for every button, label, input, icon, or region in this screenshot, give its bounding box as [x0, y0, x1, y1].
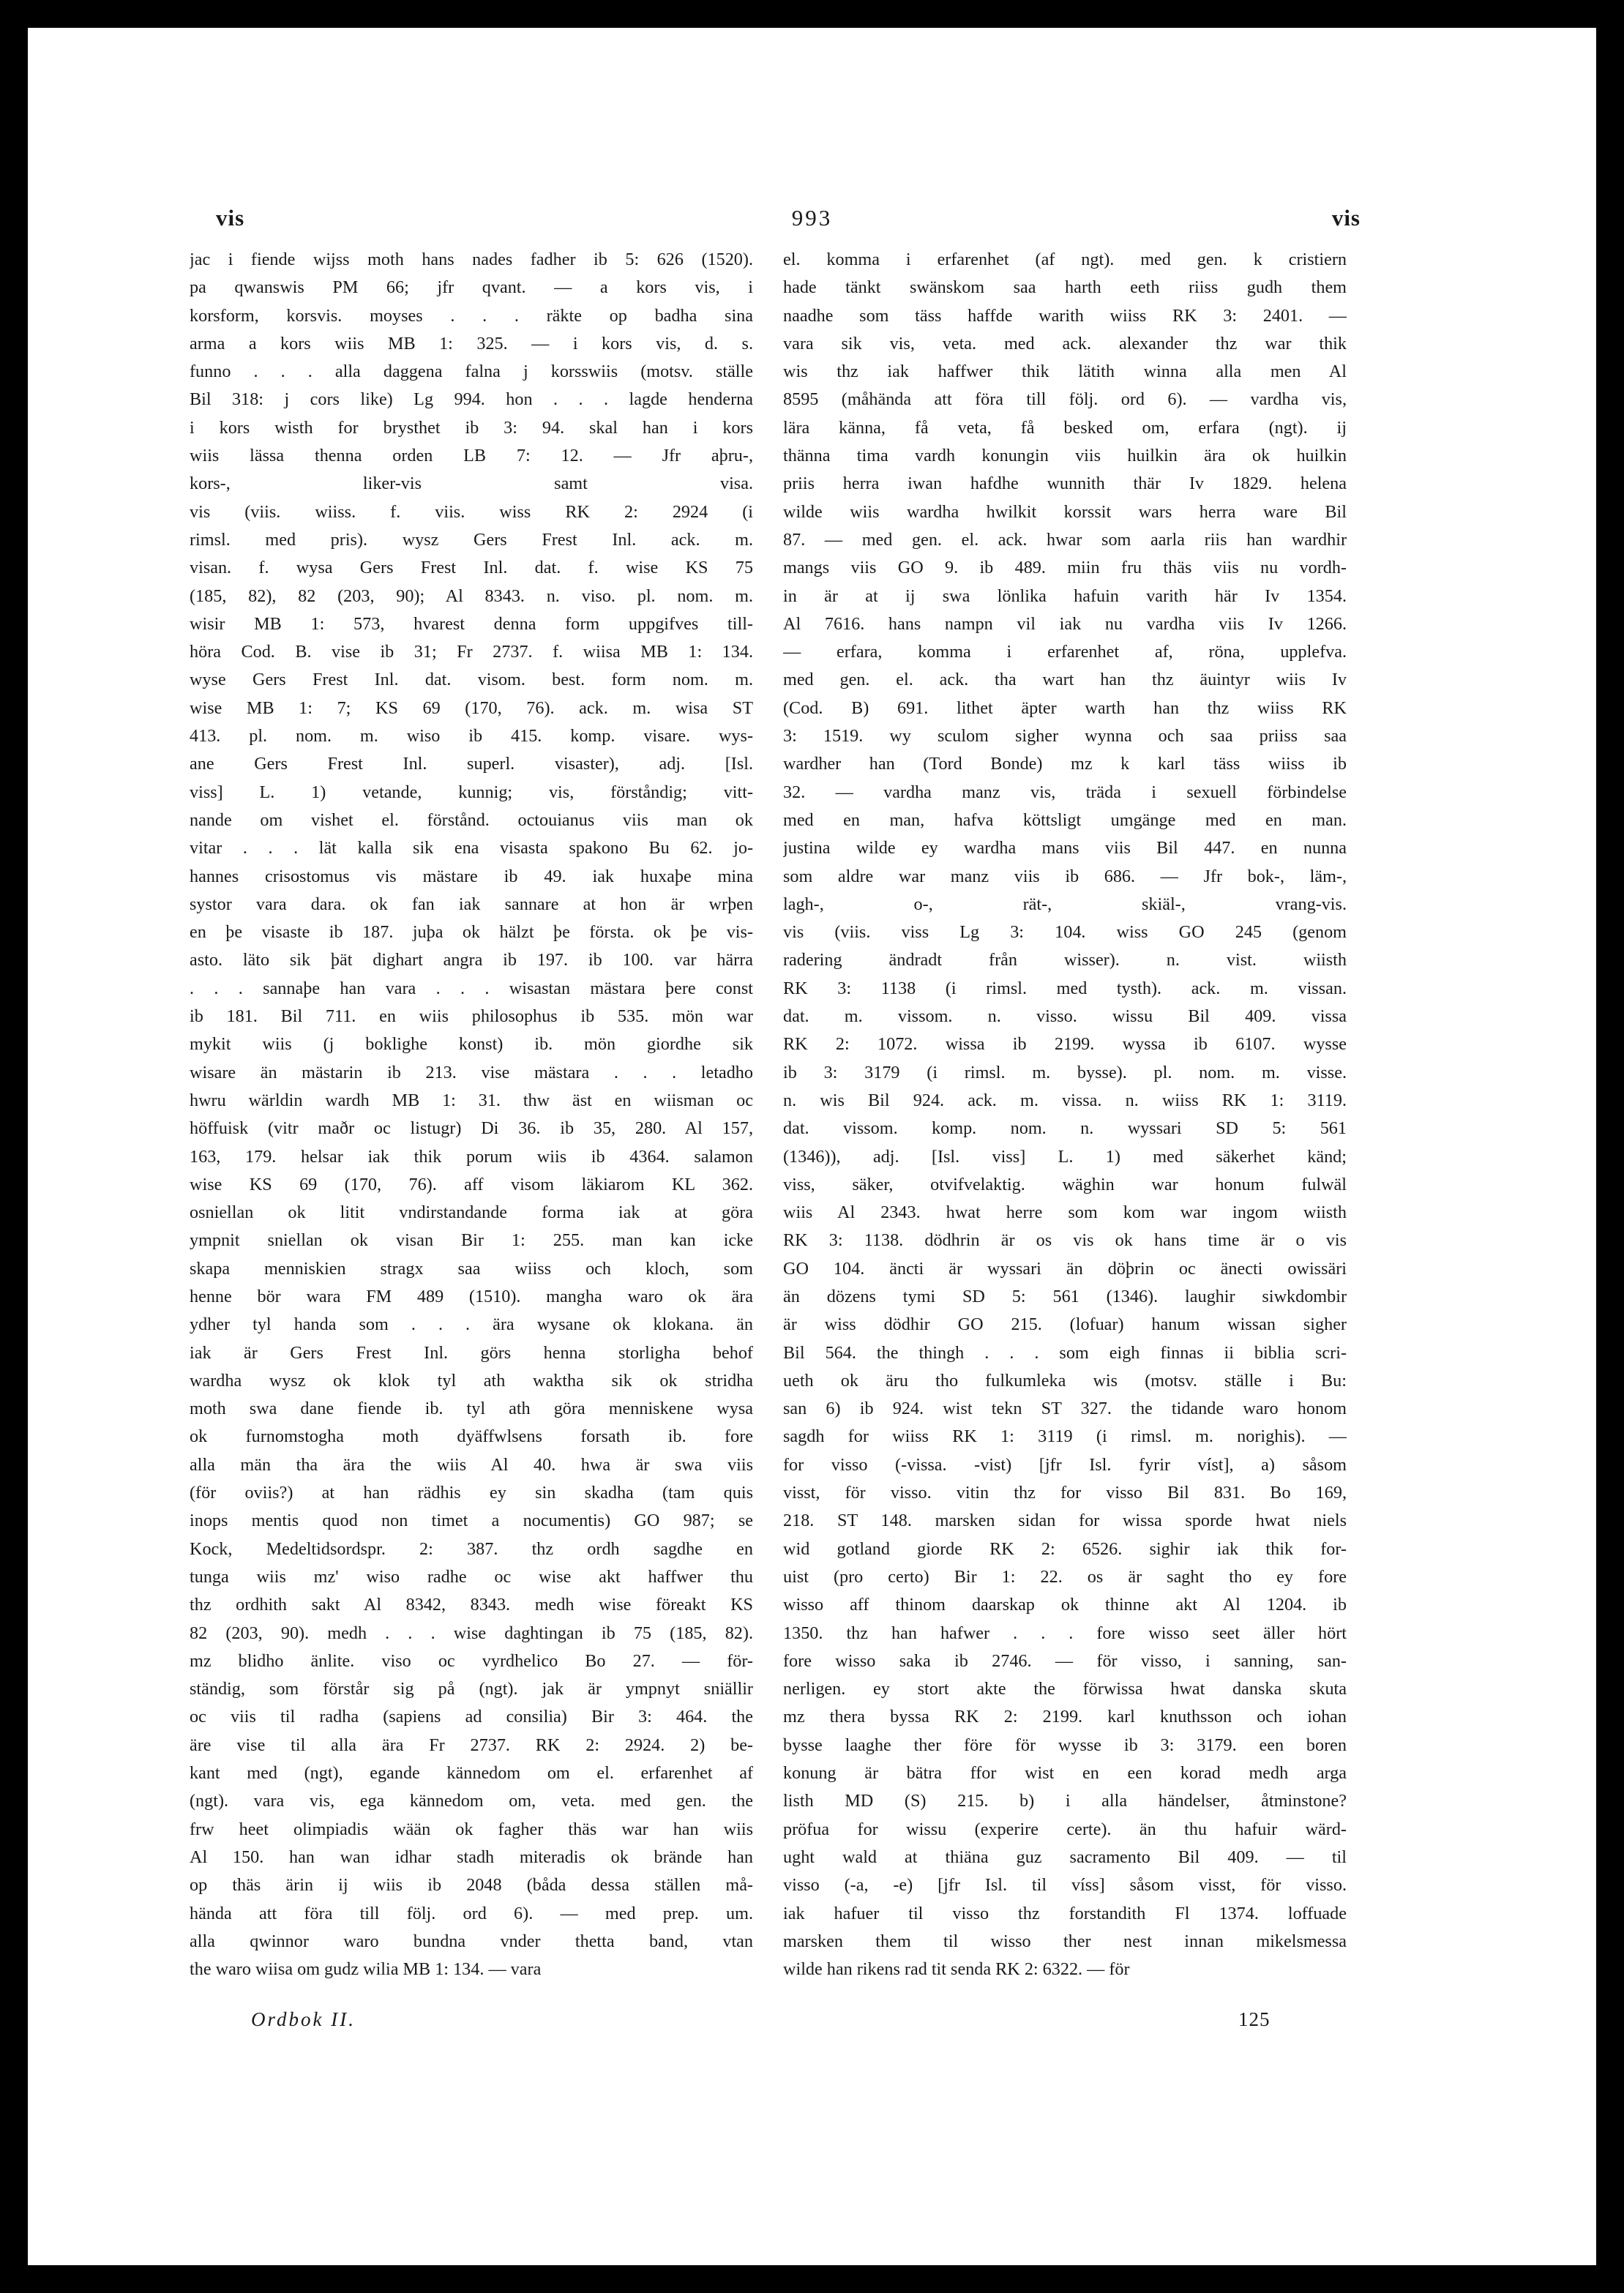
text-line: nande om vishet el. förstånd. octouianus viis man ok	[190, 809, 753, 830]
text-line: är wiss dödhir GO 215. (lofuar) hanum wissan sigher	[783, 1314, 1347, 1335]
text-line: fore wisso saka ib 2746. — för visso, i sanning, san-	[783, 1650, 1347, 1671]
text-line: RK 3: 1138 (i rimsl. med tysth). ack. m. vissan.	[783, 978, 1347, 998]
footer-sheet-number: 125	[1238, 2008, 1271, 2030]
text-line: rimsl. med pris). wysz Gers Frest Inl. ack. m.	[190, 529, 753, 550]
text-line: san 6) ib 924. wist tekn ST 327. the tidande waro honom	[783, 1399, 1347, 1419]
text-line: arma a kors wiis MB 1: 325. — i kors vis, d. s.	[190, 333, 753, 354]
text-line: wiis Al 2343. hwat herre som kom war ingom wiisth	[783, 1202, 1347, 1223]
text-line: lära känna, få veta, få besked om, erfara (ngt). ij	[783, 417, 1347, 438]
text-line: kant med (ngt), egande kännedom om el. erfarenhet af	[190, 1763, 753, 1784]
text-line: Al 150. han wan idhar stadh miteradis ok brände han	[190, 1847, 753, 1867]
text-line: 82 (203, 90). medh . . . wise daghtingan ib 75 (185, 82).	[190, 1623, 753, 1643]
text-line: ydher tyl handa som . . . ära wysane ok klokana. än	[190, 1314, 753, 1335]
text-line: korsform, korsvis. moyses . . . räkte op badha sina	[190, 305, 753, 326]
text-line: pa qwanswis PM 66; jfr qvant. — a kors vis, i	[190, 277, 753, 298]
text-line: thänna tima vardh konungin viis huilkin ära ok huilkin	[783, 446, 1347, 466]
text-line: ueth ok äru tho fulkumleka wis (motsv. ställe i Bu:	[783, 1370, 1347, 1391]
text-line: wilde wiis wardha hwilkit korssit wars herra ware Bil	[783, 501, 1347, 522]
text-line: hwru wärldin wardh MB 1: 31. thw äst en wiisman oc	[190, 1090, 753, 1110]
text-line: wardha wysz ok klok tyl ath waktha sik ok stridha	[190, 1370, 753, 1391]
text-line: marsken them til wisso ther nest innan mikelsmessa	[783, 1931, 1347, 1951]
text-line: mz blidho änlite. viso oc vyrdhelico Bo 27. — för-	[190, 1650, 753, 1671]
text-line: systor vara dara. ok fan iak sannare at hon är wrþen	[190, 894, 753, 914]
text-line: henne bör wara FM 489 (1510). mangha waro ok ära	[190, 1286, 753, 1306]
text-line: vara sik vis, veta. med ack. alexander thz war thik	[783, 333, 1347, 354]
text-line: jac i fiende wijss moth hans nades fadher ib 5: 626 (1520).	[190, 250, 753, 269]
text-line: viss, säker, otvifvelaktig. wäghin war honum fulwäl	[783, 1174, 1347, 1194]
text-line: 3: 1519. wy sculom sigher wynna och saa priiss saa	[783, 726, 1347, 747]
text-line: ib 181. Bil 711. en wiis philosophus ib 535. mön war	[190, 1006, 753, 1027]
text-line: GO 104. äncti är wyssari än döþrin oc änecti owissäri	[783, 1258, 1347, 1279]
text-line: vitar . . . lät kalla sik ena visasta spakono Bu 62. jo-	[190, 838, 753, 859]
text-line: osniellan ok litit vndirstandande forma iak at göra	[190, 1202, 753, 1223]
text-line: vis (viis. viss Lg 3: 104. wiss GO 245 (genom	[783, 922, 1347, 943]
text-line: sagdh for wiiss RK 1: 3119 (i rimsl. m. norighis). —	[783, 1426, 1347, 1447]
text-line: lagh-, o-, rät-, skiäl-, vrang-vis.	[783, 894, 1347, 914]
text-line: listh MD (S) 215. b) i alla händelser, åtminstone?	[783, 1791, 1347, 1811]
text-line: med en man, hafva köttsligt umgänge med en man.	[783, 809, 1347, 830]
text-line: dat. m. vissom. n. visso. wissu Bil 409. vissa	[783, 1006, 1347, 1027]
text-line: moth swa dane fiende ib. tyl ath göra menniskene wysa	[190, 1399, 753, 1419]
text-line: alla män tha ära the wiis Al 40. hwa är swa viis	[190, 1454, 753, 1475]
text-line: 8595 (måhända att föra till följ. ord 6). — vardha vis,	[783, 389, 1347, 410]
text-line: dat. vissom. komp. nom. n. wyssari SD 5: 561	[783, 1118, 1347, 1139]
text-line: wilde han rikens rad tit senda RK 2: 6322. — för	[783, 1959, 1130, 1980]
text-line: höffuisk (vitr maðr oc listugr) Di 36. ib 35, 280. Al 157,	[190, 1118, 753, 1139]
text-line: konung är bätra ffor wist en een korad medh arga	[783, 1763, 1347, 1784]
text-line: wiis lässa thenna orden LB 7: 12. — Jfr aþru-,	[190, 446, 753, 466]
text-line: justina wilde ey wardha mans viis Bil 447. en nunna	[783, 838, 1347, 859]
text-line: visso (-a, -e) [jfr Isl. til víss] såsom visst, för visso.	[783, 1875, 1347, 1896]
text-line: Kock, Medeltidsordspr. 2: 387. thz ordh sagdhe en	[190, 1538, 753, 1559]
text-line: kors-, liker-vis samt visa.	[190, 474, 753, 494]
text-line: pröfua for wissu (experire certe). än thu hafuir wärd-	[783, 1819, 1347, 1839]
text-line: skapa menniskien stragx saa wiiss och kloch, som	[190, 1258, 753, 1279]
text-line: 32. — vardha manz vis, träda i sexuell förbindelse	[783, 782, 1347, 802]
text-line: Bil 564. the thingh . . . som eigh finnas ii biblia scri-	[783, 1342, 1347, 1363]
text-line: äre vise til alla ära Fr 2737. RK 2: 2924. 2) be-	[190, 1735, 753, 1755]
text-line: funno . . . alla daggena falna j korsswiis (motsv. ställe	[190, 362, 753, 382]
text-line: uist (pro certo) Bir 1: 22. os är saght tho ey fore	[783, 1566, 1347, 1587]
page-number: 993	[791, 205, 833, 231]
text-line: nerligen. ey stort akte the förwissa hwat danska skuta	[783, 1679, 1347, 1699]
left-column	[190, 246, 753, 2002]
text-line: wid gotland giorde RK 2: 6526. sighir iak thik for-	[783, 1538, 1347, 1559]
text-line: naadhe som täss haffde warith wiiss RK 3: 2401. —	[783, 305, 1347, 326]
text-line: (för oviis?) at han rädhis ey sin skadha (tam quis	[190, 1483, 753, 1503]
text-line: ständig, som förstår sig på (ngt). jak är ympnyt sniällir	[190, 1679, 753, 1699]
text-line: 1350. thz han hafwer . . . fore wisso seet äller hört	[783, 1623, 1347, 1643]
text-line: visst, för visso. vitin thz for visso Bil 831. Bo 169,	[783, 1483, 1347, 1503]
text-line: ught wald at thiäna guz sacramento Bil 409. — til	[783, 1847, 1347, 1867]
text-line: n. wis Bil 924. ack. m. vissa. n. wiiss RK 1: 3119.	[783, 1090, 1347, 1110]
right-column	[783, 246, 1347, 2002]
text-line: vis (viis. wiiss. f. viis. wiss RK 2: 2924 (i	[190, 501, 753, 522]
text-line: 163, 179. helsar iak thik porum wiis ib 4364. salamon	[190, 1146, 753, 1167]
text-line: iak är Gers Frest Inl. görs henna storligha behof	[190, 1342, 753, 1363]
text-line: mz thera byssa RK 2: 2199. karl knuthsson och iohan	[783, 1707, 1347, 1727]
text-line: iak hafuer til visso thz forstandith Fl 1374. loffuade	[783, 1903, 1347, 1923]
text-line: alla qwinnor waro bundna vnder thetta band, vtan	[190, 1931, 753, 1951]
text-line: 218. ST 148. marsken sidan for wissa sporde hwat niels	[783, 1511, 1347, 1531]
text-line: . . . sannaþe han vara . . . wisastan mästara þere const	[190, 978, 753, 998]
text-line: frw heet olimpiadis wään ok fagher thäs war han wiis	[190, 1819, 753, 1839]
text-line: Bil 318: j cors like) Lg 994. hon . . . lagde henderna	[190, 389, 753, 410]
text-line: wisir MB 1: 573, hvarest denna form uppgifves till-	[190, 613, 753, 634]
text-line: (Cod. B) 691. lithet äpter warth han thz wiiss RK	[783, 697, 1347, 718]
header-right-headword: vis	[1331, 205, 1361, 231]
text-line: hade tänkt swänskom saa harth eeth riiss gudh them	[783, 277, 1347, 298]
text-line: inops mentis quod non timet a nocumentis) GO 987; se	[190, 1511, 753, 1531]
text-line: oc viis til radha (sapiens ad consilia) Bir 3: 464. the	[190, 1707, 753, 1727]
text-line: el. komma i erfarenhet (af ngt). med gen. k cristiern	[783, 250, 1347, 269]
text-line: wise KS 69 (170, 76). aff visom läkiarom KL 362.	[190, 1174, 753, 1194]
text-line: ok furnomstogha moth dyäffwlsens forsath ib. fore	[190, 1426, 753, 1447]
text-line: the waro wiisa om gudz wilia MB 1: 134. — vara	[190, 1959, 542, 1980]
text-line: hända att föra till följ. ord 6). — med prep. um.	[190, 1903, 753, 1923]
header-left-headword: vis	[216, 205, 245, 231]
text-line: wisare än mästarin ib 213. vise mästara . . . letadho	[190, 1062, 753, 1082]
text-line: wise MB 1: 7; KS 69 (170, 76). ack. m. wisa ST	[190, 697, 753, 718]
text-line: mykit wiis (j boklighe konst) ib. mön giordhe sik	[190, 1034, 753, 1055]
text-line: in är at ij swa lönlika hafuin varith här Iv 1354.	[783, 586, 1347, 606]
text-line: ane Gers Frest Inl. superl. visaster), adj. [Isl.	[190, 754, 753, 774]
text-line: Al 7616. hans nampn vil iak nu vardha viis Iv 1266.	[783, 613, 1347, 634]
text-line: viss] L. 1) vetande, kunnig; vis, förståndig; vitt-	[190, 782, 753, 802]
text-line: (185, 82), 82 (203, 90); Al 8343. n. viso. pl. nom. m.	[190, 586, 753, 606]
text-line: wis thz iak haffwer thik lätith winna alla men Al	[783, 362, 1347, 382]
text-line: 87. — med gen. el. ack. hwar som aarla riis han wardhir	[783, 529, 1347, 550]
text-line: op thäs ärin ij wiis ib 2048 (båda dessa ställen må-	[190, 1875, 753, 1896]
text-line: ympnit sniellan ok visan Bir 1: 255. man kan icke	[190, 1230, 753, 1251]
text-line: 413. pl. nom. m. wiso ib 415. komp. visare. wys-	[190, 726, 753, 747]
text-line: wyse Gers Frest Inl. dat. visom. best. form nom. m.	[190, 670, 753, 690]
text-line: — erfara, komma i erfarenhet af, röna, upplefva.	[783, 642, 1347, 662]
text-line: som aldre war manz viis ib 686. — Jfr bok-, läm-,	[783, 866, 1347, 886]
text-line: (ngt). vara vis, ega kännedom om, veta. med gen. the	[190, 1791, 753, 1811]
text-line: i kors wisth for brysthet ib 3: 94. skal han i kors	[190, 417, 753, 438]
text-line: med gen. el. ack. tha wart han thz äuintyr wiis Iv	[783, 670, 1347, 690]
text-line: wisso aff thinom daarskap ok thinne akt Al 1204. ib	[783, 1595, 1347, 1615]
text-line: höra Cod. B. vise ib 31; Fr 2737. f. wiisa MB 1: 134.	[190, 642, 753, 662]
text-line: asto. läto sik þät dighart angra ib 197. ib 100. var härra	[190, 950, 753, 970]
text-line: visan. f. wysa Gers Frest Inl. dat. f. wise KS 75	[190, 558, 753, 578]
text-line: for visso (-vissa. -vist) [jfr Isl. fyrir víst], a) såsom	[783, 1454, 1347, 1475]
text-line: radering ändradt från wisser). n. vist. wiisth	[783, 950, 1347, 970]
text-line: bysse laaghe ther före för wysse ib 3: 3179. een boren	[783, 1735, 1347, 1755]
text-line: ib 3: 3179 (i rimsl. m. bysse). pl. nom. m. visse.	[783, 1062, 1347, 1082]
text-line: (1346)), adj. [Isl. viss] L. 1) med säkerhet känd;	[783, 1146, 1347, 1167]
dictionary-page	[28, 28, 1596, 2265]
text-line: än dözens tymi SD 5: 561 (1346). laughir siwkdombir	[783, 1286, 1347, 1306]
footer-signature: Ordbok II.	[251, 2008, 356, 2030]
text-line: RK 3: 1138. dödhrin är os vis ok hans time är o vis	[783, 1230, 1347, 1251]
text-line: wardher han (Tord Bonde) mz k karl täss wiiss ib	[783, 754, 1347, 774]
text-line: RK 2: 1072. wissa ib 2199. wyssa ib 6107. wysse	[783, 1034, 1347, 1055]
text-line: thz ordhith sakt Al 8342, 8343. medh wise föreakt KS	[190, 1595, 753, 1615]
text-line: priis herra iwan hafdhe wunnith thär Iv 1829. helena	[783, 474, 1347, 494]
text-line: mangs viis GO 9. ib 489. miin fru thäs viis nu vordh-	[783, 558, 1347, 578]
text-line: en þe visaste ib 187. juþa ok hälzt þe första. ok þe vis-	[190, 922, 753, 943]
text-line: hannes crisostomus vis mästare ib 49. iak huxaþe mina	[190, 866, 753, 886]
text-line: tunga wiis mz' wiso radhe oc wise akt haffwer thu	[190, 1566, 753, 1587]
